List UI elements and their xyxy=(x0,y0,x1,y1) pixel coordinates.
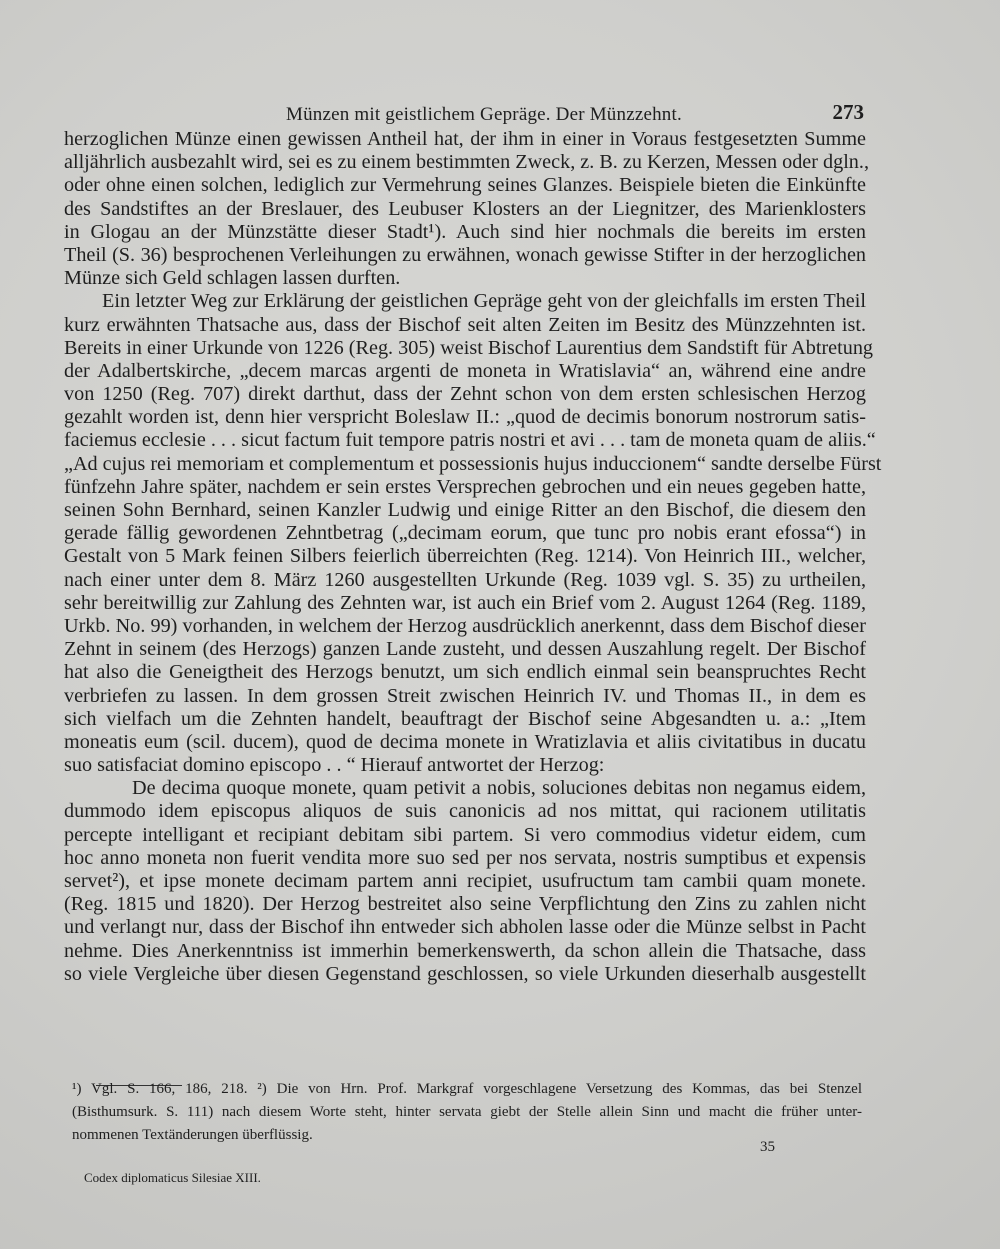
running-head-title: Münzen mit geistlichem Gepräge. Der Münzzehnt. xyxy=(286,104,682,125)
text-line: kurz erwähnten Thatsache aus, dass der Bischof seit alten Zeiten im Besitz des Münzzehnten ist. xyxy=(64,313,866,336)
running-head xyxy=(286,98,864,128)
text-line: moneatis eum (scil. ducem), quod de decima monete in Wratizlavia et aliis civitatibus in ducatu xyxy=(64,730,866,753)
text-line: oder ohne einen solchen, lediglich zur Vermehrung seines Glanzes. Beispiele bieten die Einkünfte xyxy=(64,174,866,197)
page-number: 273 xyxy=(832,100,864,124)
text-line: sehr bereitwillig zur Zahlung des Zehnten war, ist auch ein Brief vom 2. August 1264 (Reg. 1189, xyxy=(64,591,866,614)
quoted-latin-line: De decima quoque monete, quam petivit a nobis, soluciones debitas non negamus eidem, xyxy=(132,777,866,800)
quoted-latin-line: dummodo idem episcopus aliquos de suis canonicis ad nos mittat, qui racionem utilitatis xyxy=(64,800,866,823)
footnote-line: nommenen Textänderungen überflüssig. xyxy=(72,1127,313,1143)
text-line: herzoglichen Münze einen gewissen Antheil hat, der ihm in einer in Voraus festgesetzten Summe xyxy=(64,128,866,150)
quoted-latin-line: hoc anno moneta non fuerit vendita more suo sed per nos servata, nostris sumptibus et expensis xyxy=(64,846,866,869)
text-line: „Ad cujus rei memoriam et complementum et possessionis hujus induccionem“ sandte derselbe Fürst xyxy=(64,452,882,475)
footnote-line: ¹) Vgl. S. 166, 186, 218. ²) Die von Hrn. Prof. Markgraf vorgeschlagene Versetzung des Kommas, das bei Stenzel xyxy=(72,1081,862,1097)
text-line: hat also die Geneigtheit des Herzogs benutzt, um sich endlich einmal sein beanspruchtes Recht xyxy=(64,661,866,684)
text-line: und verlangt nur, dass der Bischof ihn entweder sich abholen lasse oder die Münze selbst in Pacht xyxy=(64,916,866,939)
text-line: Ein letzter Weg zur Erklärung der geistlichen Gepräge geht von der gleichfalls im ersten Theil xyxy=(102,290,866,313)
text-line: suo satisfaciat domino episcopo . . “ Hierauf antwortet der Herzog: xyxy=(64,754,605,777)
text-line: Gestalt von 5 Mark feinen Silbers feierlich überreichten (Reg. 1214). Von Heinrich III., welcher, xyxy=(64,545,866,568)
text-line: des Sandstiftes an der Breslauer, des Leubuser Klosters an der Liegnitzer, des Marienklosters xyxy=(64,197,866,220)
text-line: sich vielfach um die Zehnten handelt, beauftragt der Bischof seine Abgesandten u. a.: „Item xyxy=(64,707,866,730)
quoted-latin-line: servet²), et ipse monete decimam partem anni recipiet, usufructum tam cambii quam monete. xyxy=(64,870,866,892)
text-line: nach einer unter dem 8. März 1260 ausgestellten Urkunde (Reg. 1039 vgl. S. 35) zu urtheilen, xyxy=(64,568,866,591)
text-line: gerade fällig gewordenen Zehntbetrag („decimam eorum, que tunc pro nobis erant efossa“) in xyxy=(64,522,866,545)
text-line: Bereits in einer Urkunde von 1226 (Reg. 305) weist Bischof Laurentius dem Sandstift für Abtretung xyxy=(64,336,874,359)
footnotes xyxy=(72,1078,862,1147)
footnote-line: (Bisthumsurk. S. 111) nach diesem Worte steht, hinter servata giebt der Stelle allein Sinn und macht die früher unter- xyxy=(72,1104,862,1120)
quoted-latin-line: percepte intelligant et recipiant debitam sibi partem. Si vero commodius videtur eidem, cum xyxy=(64,823,866,846)
signature-mark: Codex diplomaticus Silesiae XIII. xyxy=(84,1170,261,1185)
text-line: Theil (S. 36) besprochenen Verleihungen zu erwähnen, wonach gewisse Stifter in der herzoglichen xyxy=(64,243,866,266)
text-line: der Adalbertskirche, „decem marcas argenti de moneta in Wratislavia“ an, während eine andre xyxy=(64,359,866,382)
text-line: nehme. Dies Anerkenntniss ist immerhin bemerkenswerth, da schon allein die Thatsache, dass xyxy=(64,939,866,962)
text-line: Zehnt in seinem (des Herzogs) ganzen Lande zusteht, und dessen Auszahlung regelt. Der Bischof xyxy=(64,638,866,661)
text-line: fünfzehn Jahre später, nachdem er sein erstes Versprechen gebrochen und ein neues gegeben hatte, xyxy=(64,475,866,498)
text-line: faciemus ecclesie . . . sicut factum fuit tempore patris nostri et avi . . . tam de moneta quam de aliis.“ xyxy=(64,429,876,452)
text-line: (Reg. 1815 und 1820). Der Herzog bestreitet also seine Verpflichtung den Zins zu zahlen nicht xyxy=(64,893,866,916)
text-line: verbriefen zu lassen. In dem grossen Streit zwischen Heinrich IV. und Thomas II., in dem es xyxy=(64,684,866,707)
signature-number: 35 xyxy=(760,1139,775,1155)
body-text xyxy=(64,128,882,986)
text-line: in Glogau an der Münzstätte dieser Stadt¹). Auch sind hier nochmals die bereits im ersten xyxy=(64,220,866,243)
text-line: alljährlich ausbezahlt wird, sei es zu einem bestimmten Zweck, z. B. zu Kerzen, Messen oder dgln., xyxy=(64,151,869,174)
text-line: gezahlt worden ist, denn hier verspricht Boleslaw II.: „quod de decimis bonorum nostrorum satis- xyxy=(64,406,866,429)
text-line: Urkb. No. 99) vorhanden, in welchem der Herzog ausdrücklich anerkennt, dass dem Bischof dieser xyxy=(64,614,866,637)
text-line: seinen Sohn Bernhard, seinen Kanzler Ludwig und einige Ritter an den Bischof, die diesem den xyxy=(64,499,866,521)
text-line: Münze sich Geld schlagen lassen durften. xyxy=(64,267,401,290)
text-line: von 1250 (Reg. 707) direkt darthut, dass der Zehnt schon von dem ersten schlesischen Herzog xyxy=(64,383,866,406)
text-line: so viele Vergleiche über diesen Gegenstand geschlossen, so viele Urkunden dieserhalb ausgestellt xyxy=(64,962,866,985)
